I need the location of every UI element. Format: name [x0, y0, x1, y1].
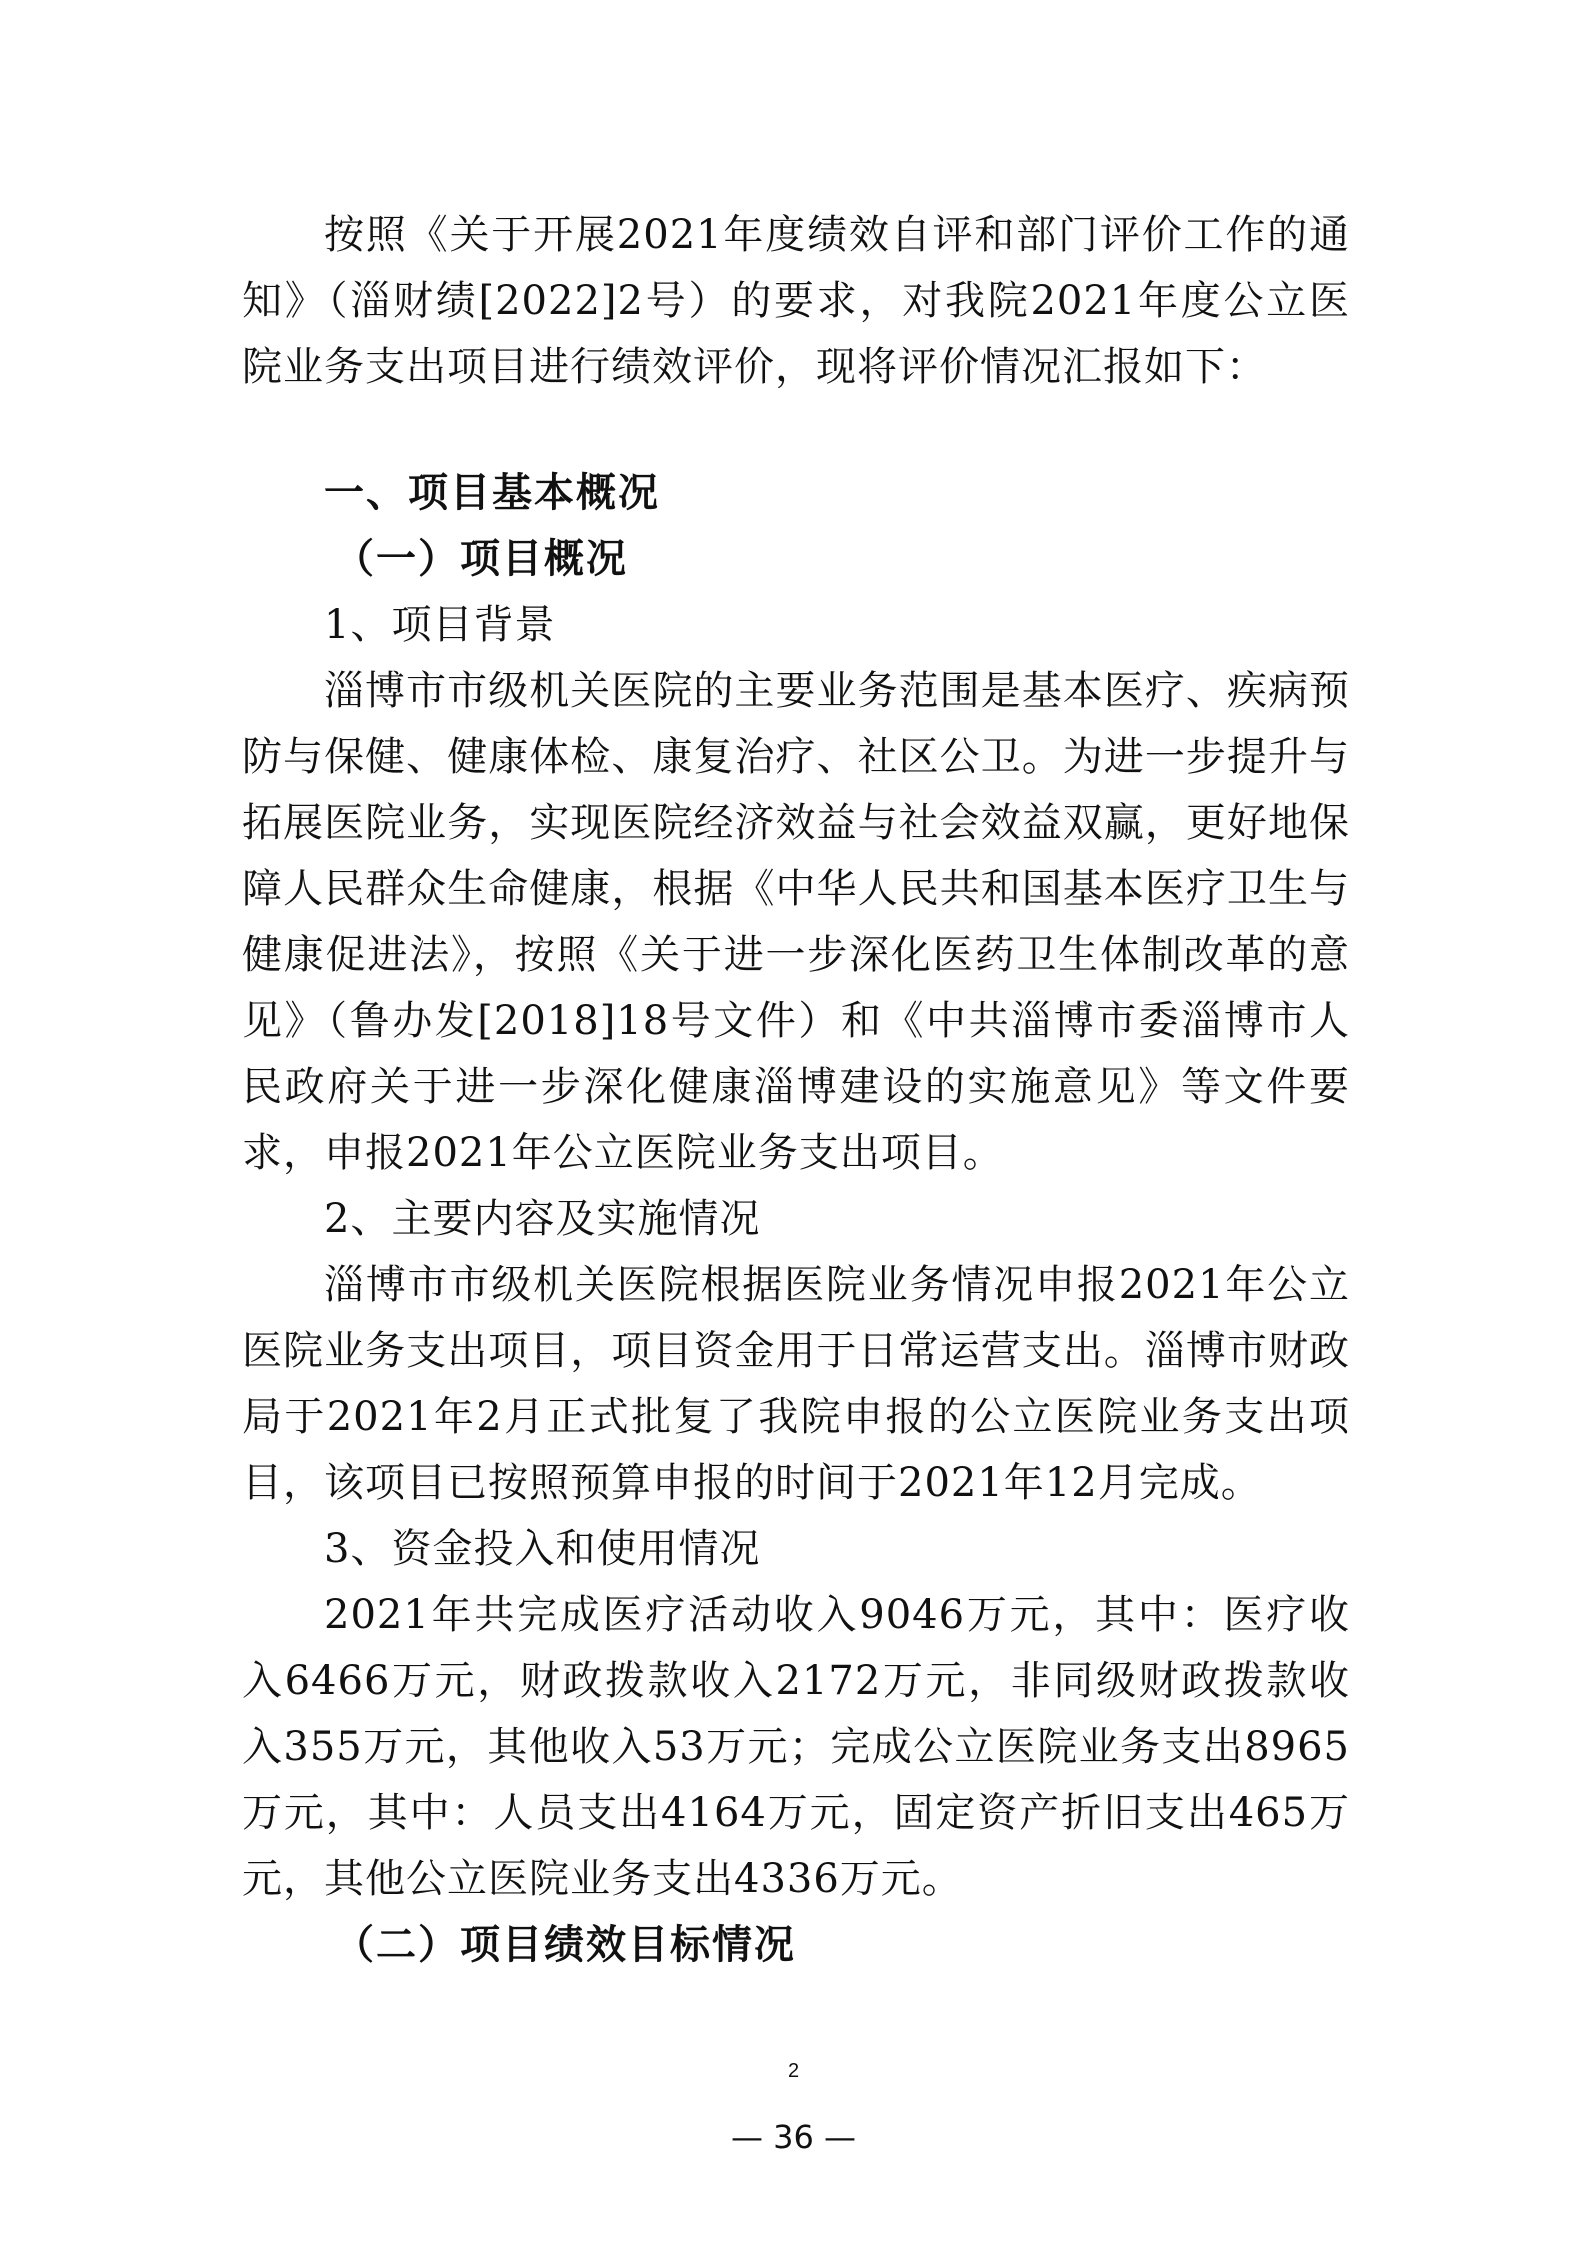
item-heading: 3、资金投入和使用情况 [324, 1526, 761, 1572]
intro-paragraph: 按照《关于开展2021年度绩效自评和部门评价工作的通知》（淄财绩[2022]2号）的要求，对我院2021年度公立医院业务支出项目进行绩效评价，现将评价情况汇报如下： [242, 212, 1350, 390]
inner-page-number: 2 [787, 2060, 800, 2082]
body-paragraph: 淄博市市级机关医院根据医院业务情况申报2021年公立医院业务支出项目，项目资金用于日常运营支出。淄博市财政局于2021年2月正式批复了我院申报的公立医院业务支出项目，该项目已按照预算申报的时间于2021年12月完成。 [242, 1262, 1350, 1506]
subsection-heading: （二）项目绩效目标情况 [334, 1921, 796, 1968]
item-heading: 2、主要内容及实施情况 [324, 1196, 761, 1242]
item-heading: 1、项目背景 [324, 602, 556, 648]
page-number: — 36 — [730, 2118, 857, 2156]
document-body [242, 202, 1350, 1978]
subsection-heading: （一）项目概况 [334, 535, 628, 582]
section-heading: 一、项目基本概况 [324, 469, 660, 516]
body-paragraph: 淄博市市级机关医院的主要业务范围是基本医疗、疾病预防与保健、健康体检、康复治疗、社区公卫。为进一步提升与拓展医院业务，实现医院经济效益与社会效益双赢，更好地保障人民群众生命健康，根据《中华人民共和国基本医疗卫生与健康促进法》，按照《关于进一步深化医药卫生体制改革的意见》（鲁办发[2018]18号文件）和《中共淄博市委淄博市人民政府关于进一步深化健康淄博建设的实施意见》等文件要求，申报2021年公立医院业务支出项目。 [242, 668, 1350, 1176]
body-paragraph: 2021年共完成医疗活动收入9046万元，其中：医疗收入6466万元，财政拨款收入2172万元，非同级财政拨款收入355万元，其他收入53万元；完成公立医院业务支出8965万元，其中：人员支出4164万元，固定资产折旧支出465万元，其他公立医院业务支出4336万元。 [242, 1592, 1350, 1902]
